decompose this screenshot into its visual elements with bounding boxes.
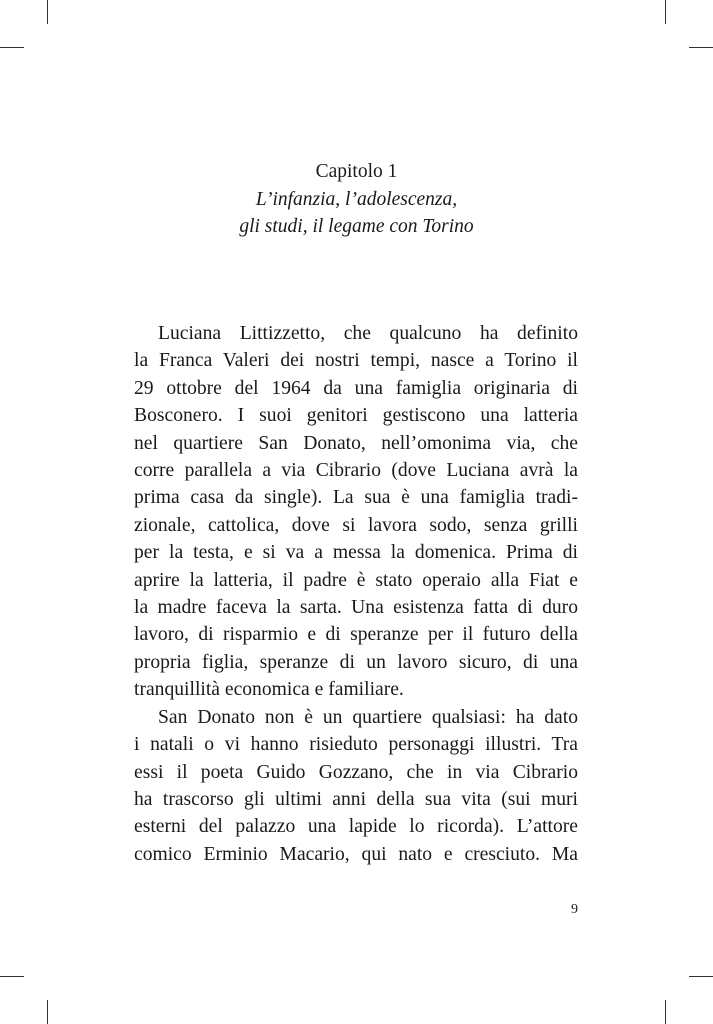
text-line: zionale, cattolica, dove si lavora sodo, senza grilli [134, 514, 578, 536]
chapter-subtitle-line-2: gli studi, il legame con Torino [239, 216, 474, 237]
crop-mark-bottom-left-vertical [47, 1000, 48, 1024]
text-line: la Franca Valeri dei nostri tempi, nasce a Torino il [134, 350, 578, 372]
text-line: esterni del palazzo una lapide lo ricorda). L’attore [134, 816, 578, 838]
text-line: aprire la latteria, il padre è stato operaio alla Fiat e [134, 569, 578, 591]
crop-mark-bottom-left-horizontal [0, 976, 24, 977]
body-text [134, 320, 578, 868]
crop-mark-top-left-horizontal [0, 47, 24, 48]
chapter-subtitle-line-1: L’infanzia, l’adolescenza, [255, 188, 458, 210]
paragraph-1 [134, 320, 578, 704]
text-line: ha trascorso gli ultimi anni della sua vita (sui muri [134, 788, 578, 810]
text-line: propria figlia, speranze di un lavoro sicuro, di una [134, 651, 578, 673]
text-line: prima casa da single). La sua è una famiglia tradi- [134, 487, 578, 509]
text-line: Bosconero. I suoi genitori gestiscono una latteria [134, 405, 578, 427]
text-line: per la testa, e si va a messa la domenica. Prima di [134, 542, 578, 564]
crop-mark-top-right-horizontal [689, 47, 713, 48]
text-line: la madre faceva la sarta. Una esistenza fatta di duro [134, 597, 578, 619]
text-line: San Donato non è un quartiere qualsiasi: ha dato [158, 706, 578, 728]
text-line: essi il poeta Guido Gozzano, che in via Cibrario [134, 761, 578, 783]
text-line: corre parallela a via Cibrario (dove Luciana avrà la [134, 460, 578, 482]
text-line: 29 ottobre del 1964 da una famiglia originaria di [134, 377, 578, 399]
paragraph-2 [134, 704, 578, 868]
text-line: comico Erminio Macario, qui nato e cresciuto. Ma [134, 843, 578, 865]
crop-mark-bottom-right-vertical [665, 1000, 666, 1024]
text-line: i natali o vi hanno risieduto personaggi illustri. Tra [134, 734, 578, 756]
crop-mark-top-left-vertical [47, 0, 48, 24]
chapter-label: Capitolo 1 [315, 161, 398, 182]
text-line: Luciana Littizzetto, che qualcuno ha definito [158, 323, 578, 344]
page-number: 9 [571, 902, 578, 917]
text-line: lavoro, di risparmio e di speranze per il futuro della [134, 624, 578, 646]
crop-mark-bottom-right-horizontal [689, 976, 713, 977]
crop-mark-top-right-vertical [665, 0, 666, 24]
text-line: tranquillità economica e familiare. [134, 679, 404, 701]
text-line: nel quartiere San Donato, nell’omonima via, che [134, 432, 578, 454]
chapter-heading [0, 158, 713, 241]
